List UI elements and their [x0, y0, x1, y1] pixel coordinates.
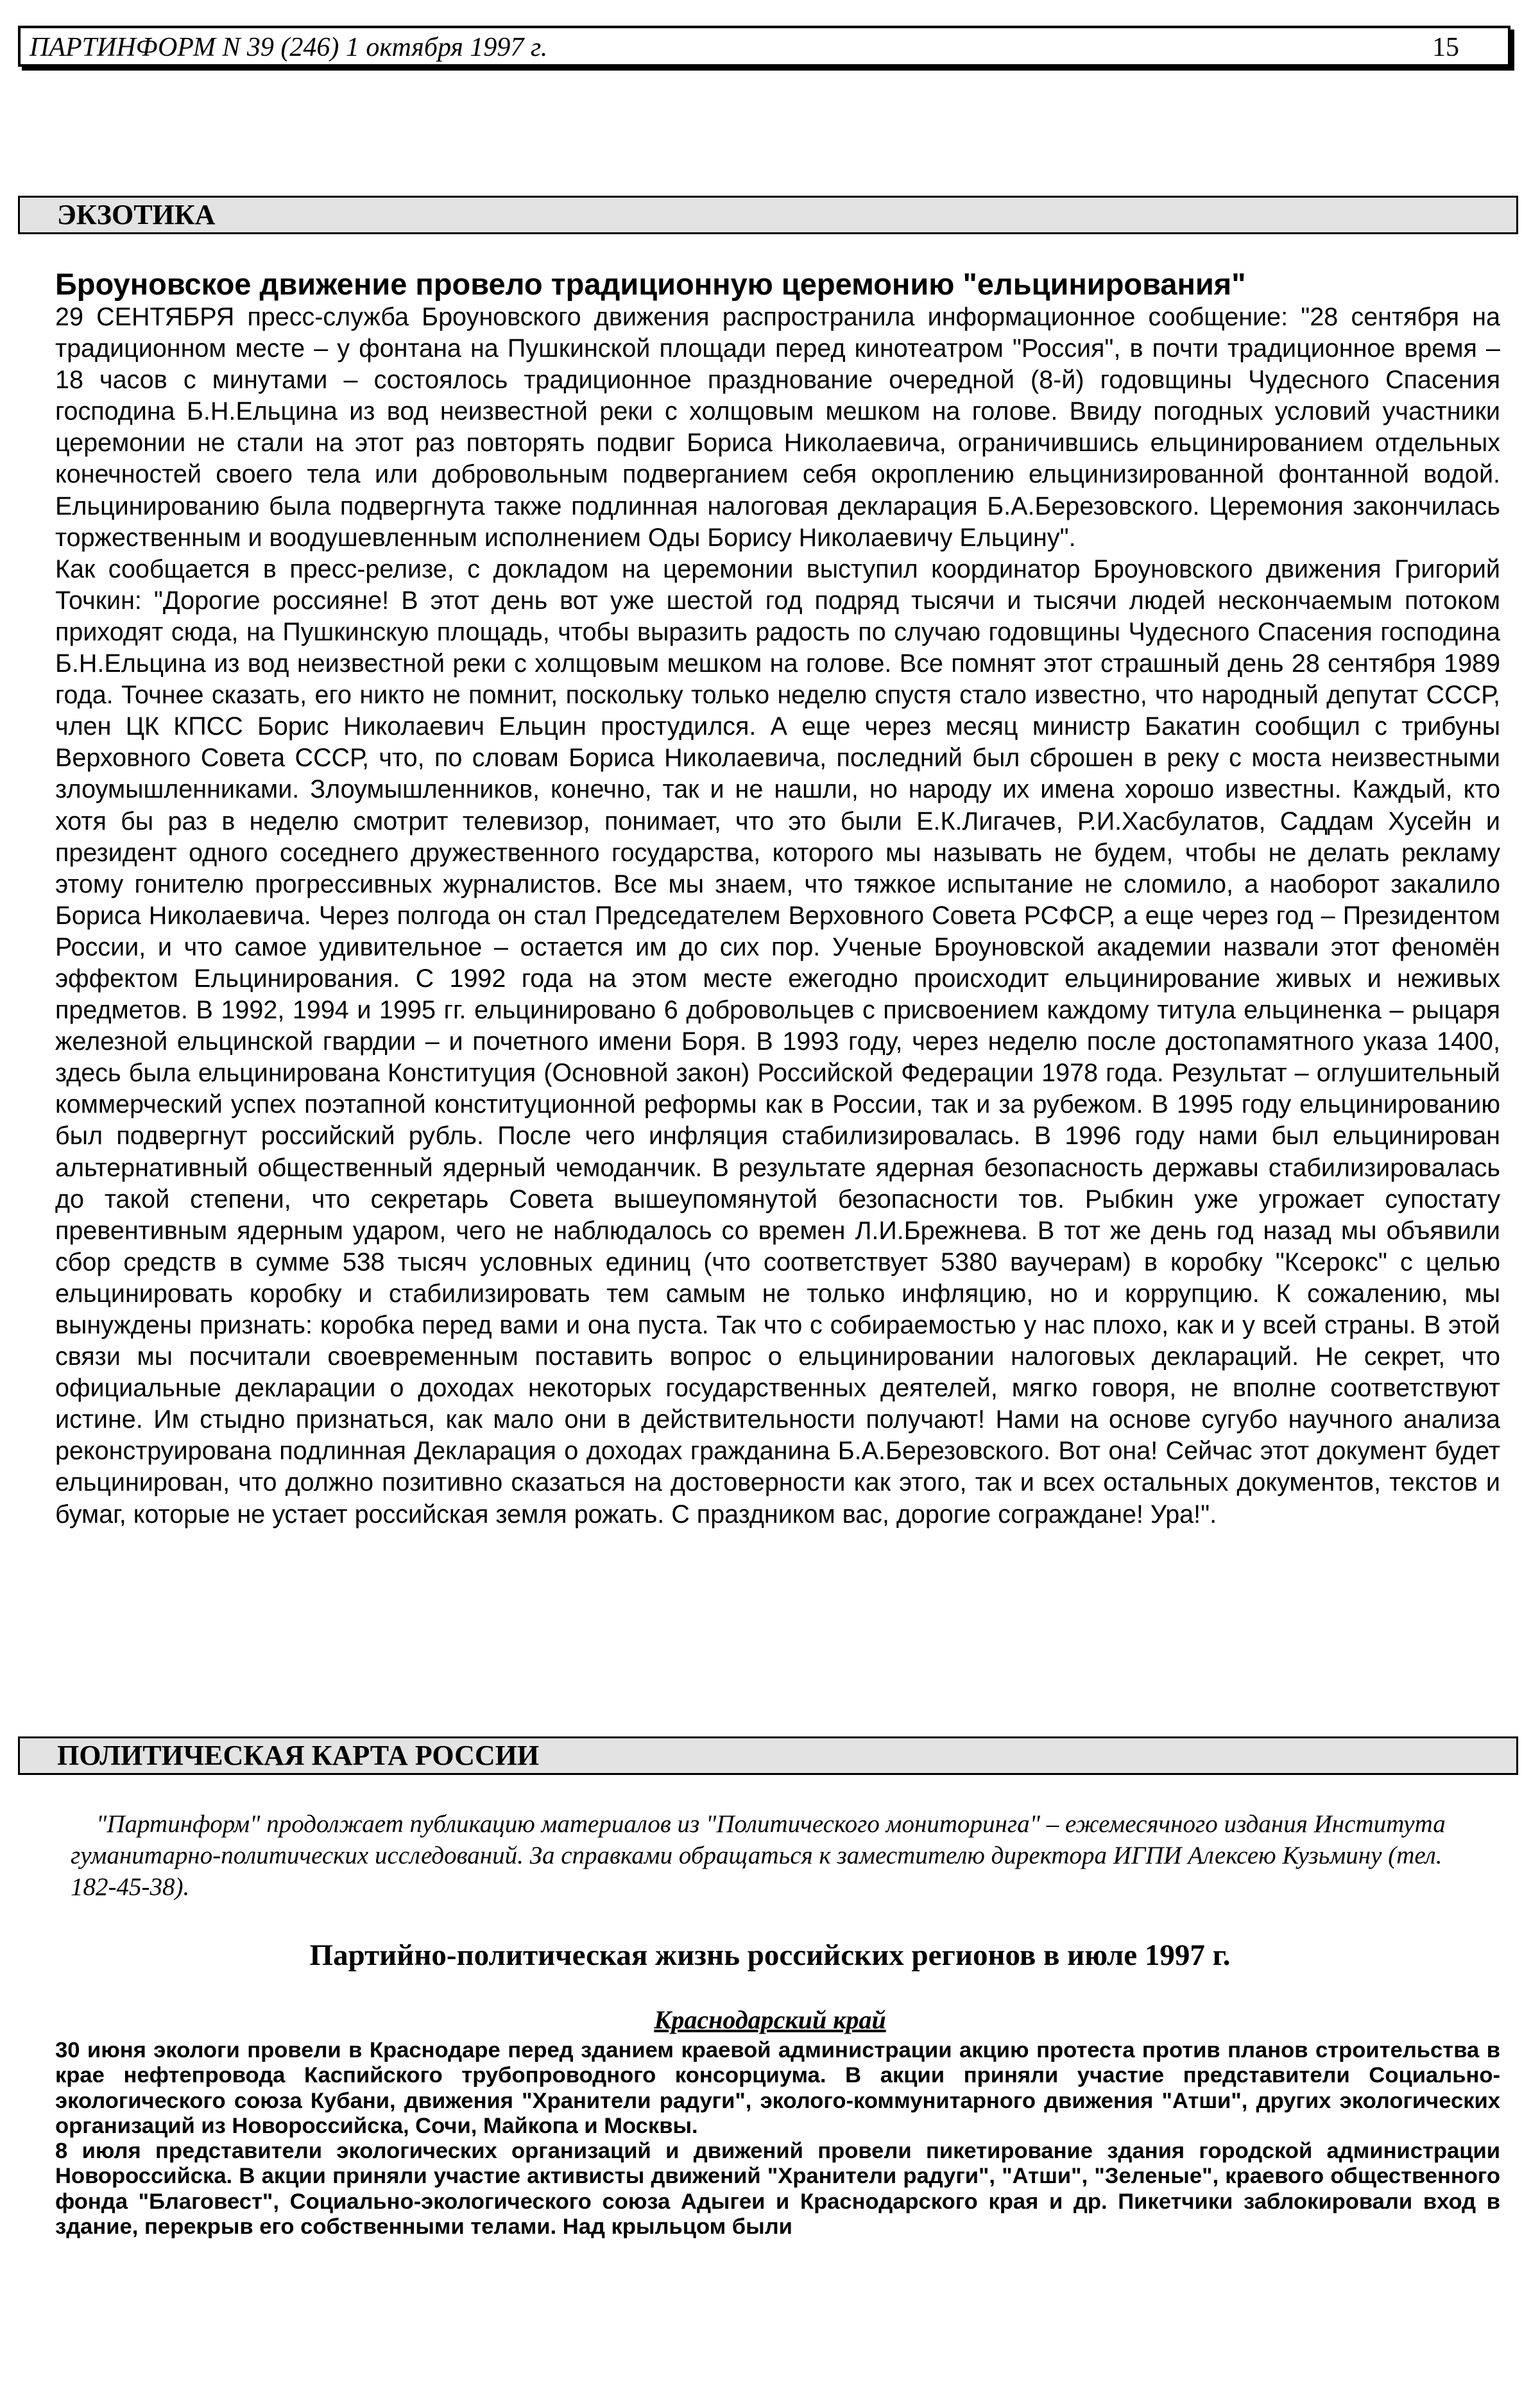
section-intro: "Партинформ" продолжает публикацию материалов из "Политического мониторинга" – ежемесячного издания Института гуманитарно-политических исследований. За справками обращаться к заместителю директора ИГПИ Алексею Кузьмину (тел. 182-45-38).: [71, 1810, 1446, 1901]
region-paragraph: 8 июля представители экологических организаций и движений провели пикетирование здания городской администрации Новороссийска. В акции приняли участие активисты движений "Хранители радуги", "Атши", "Зеленые", краевого общественного фонда "Благовест", Социально-экологического союза Адыгеи и Краснодарского края и др. Пикетчики заблокировали вход в здание, перекрыв его собственными телами. Над крыльцом были: [55, 2139, 1500, 2240]
section-title-exotics: ЭКЗОТИКА: [18, 196, 1518, 234]
article-paragraph: Как сообщается в пресс-релизе, с докладом на церемонии выступил координатор Броуновского движения Григорий Точкин: "Дорогие россияне! В этот день вот уже шестой год подряд тысячи и тысячи людей нескончаемым потоком приходят сюда, на Пушкинскую площадь, чтобы выразить радость по случаю годовщины Чудесного Спасения господина Б.Н.Ельцина из вод неизвестной реки с холщовым мешком на голове. Все помнят этот страшный день 28 сентября 1989 года. Точнее сказать, его никто не помнит, поскольку только неделю спустя стало известно, что народный депутат СССР, член ЦК КПСС Борис Николаевич Ельцин простудился. А еще через месяц министр Бакатин сообщил с трибуны Верховного Совета СССР, что, по словам Бориса Николаевича, последний был сброшен в реку с моста неизвестными злоумышленниками. Злоумышленников, конечно, так и не нашли, но народу их имена хорошо известны. Каждый, кто хотя бы раз в неделю смотрит телевизор, понимает, что это были Е.К.Лигачев, Р.И.Хасбулатов, Саддам Хусейн и президент одного соседнего дружественного государства, которого мы называть не будем, чтобы не делать рекламу этому гонителю прогрессивных журналистов. Все мы знаем, что тяжкое испытание не сломило, а наоборот закалило Бориса Николаевича. Через полгода он стал Председателем Верховного Совета РСФСР, а еще через год – Президентом России, и что самое удивительное – остается им до сих пор. Ученые Броуновской академии назвали этот феномён эффектом Ельцинирования. С 1992 года на этом месте ежегодно происходит ельцинирование живых и неживых предметов. В 1992, 1994 и 1995 гг. ельцинировано 6 добровольцев с присвоением каждому титула ельциненка – рыцаря железной ельцинской гвардии – и почетного имени Боря. В 1993 году, через неделю после достопамятного указа 1400, здесь была ельцинирована Конституция (Основной закон) Российской Федерации 1978 года. Результат – оглушительный коммерческий успех поэтапной конституционной реформы как в России, так и за рубежом. В 1995 году ельцинированию был подвергнут российский рубль. После чего инфляция стабилизировалась. В 1996 году нами был ельцинирован альтернативный общественный ядерный чемоданчик. В результате ядерная безопасность державы стабилизировалась до такой степени, что секретарь Совета вышеупомянутой безопасности тов. Рыбкин уже угрожает супостату превентивным ядерным ударом, чего не наблюдалось со времен Л.И.Брежнева. В тот же день год назад мы объявили сбор средств в сумме 538 тысяч условных единиц (что соответствует 5380 ваучерам) в коробку "Ксерокс" с целью ельцинировать коробку и стабилизировать тем самым не только инфляцию, но и коррупцию. К сожалению, мы вынуждены признать: коробка перед вами и она пуста. Так что с собираемостью у нас плохо, как и у всей страны. В этой связи мы посчитали своевременным поставить вопрос о ельцинировании налоговых деклараций. Не секрет, что официальные декларации о доходах некоторых государственных деятелей, мягко говоря, не вполне соответствуют истине. Им стыдно признаться, как мало они в действительности получают! Нами на основе сугубо научного анализа реконструирована подлинная Декларация о доходах гражданина Б.А.Березовского. Вот она! Сейчас этот документ будет ельцинирован, что должно позитивно сказаться на достоверности как этого, так и всех остальных документов, текстов и бумаг, которые не устает российская земля рожать. С праздником вас, дорогие сограждане! Ура!".: [55, 554, 1500, 1529]
subsection-headline: Партийно-политическая жизнь российских регионов в июле 1997 г.: [309, 1939, 1231, 1972]
section-title-political-map: ПОЛИТИЧЕСКАЯ КАРТА РОССИИ: [18, 1736, 1518, 1775]
publication-title: ПАРТИНФОРМ N 39 (246) 1 октября 1997 г.: [30, 33, 548, 62]
article-paragraph: 29 СЕНТЯБРЯ пресс-служба Броуновского движения распространила информационное сообщение: "28 сентября на традиционном месте – у фонтана на Пушкинской площади перед кинотеатром "Россия", в почти традиционное время – 18 часов с минутами – состоялось традиционное празднование очередной (8-й) годовщины Чудесного Спасения господина Б.Н.Ельцина из вод неизвестной реки с холщовым мешком на голове. Ввиду погодных условий участники церемонии не стали на этот раз повторять подвиг Бориса Николаевича, ограничившись ельцинированием отдельных конечностей своего тела или добровольным подверганием себя окроплению ельцинизированной фонтанной водой. Ельцинированию была подвергнута также подлинная налоговая декларация Б.А.Березовского. Церемония закончилась торжественным и воодушевленным исполнением Оды Борису Николаевичу Ельцину".: [55, 303, 1500, 552]
article-body: [55, 302, 1500, 1530]
page-number: 15: [1432, 33, 1459, 62]
page-header: [18, 26, 1510, 67]
region-paragraph: 30 июня экологи провели в Краснодаре перед зданием краевой администрации акцию протеста против планов строительства в крае нефтепровода Каспийского трубопроводного консорциума. В акции приняли участие представители Социально-экологического союза Кубани, движения "Хранители радуги", эколого-коммунитарного движения "Атши", других экологических организаций из Новороссийска, Сочи, Майкопа и Москвы.: [55, 2038, 1500, 2138]
region-body: [55, 2038, 1500, 2240]
article-exotics: [55, 268, 1500, 1530]
region-title: Краснодарский край: [654, 2005, 886, 2034]
article-headline: Броуновское движение провело традиционную церемонию "ельцинирования": [55, 267, 1246, 301]
